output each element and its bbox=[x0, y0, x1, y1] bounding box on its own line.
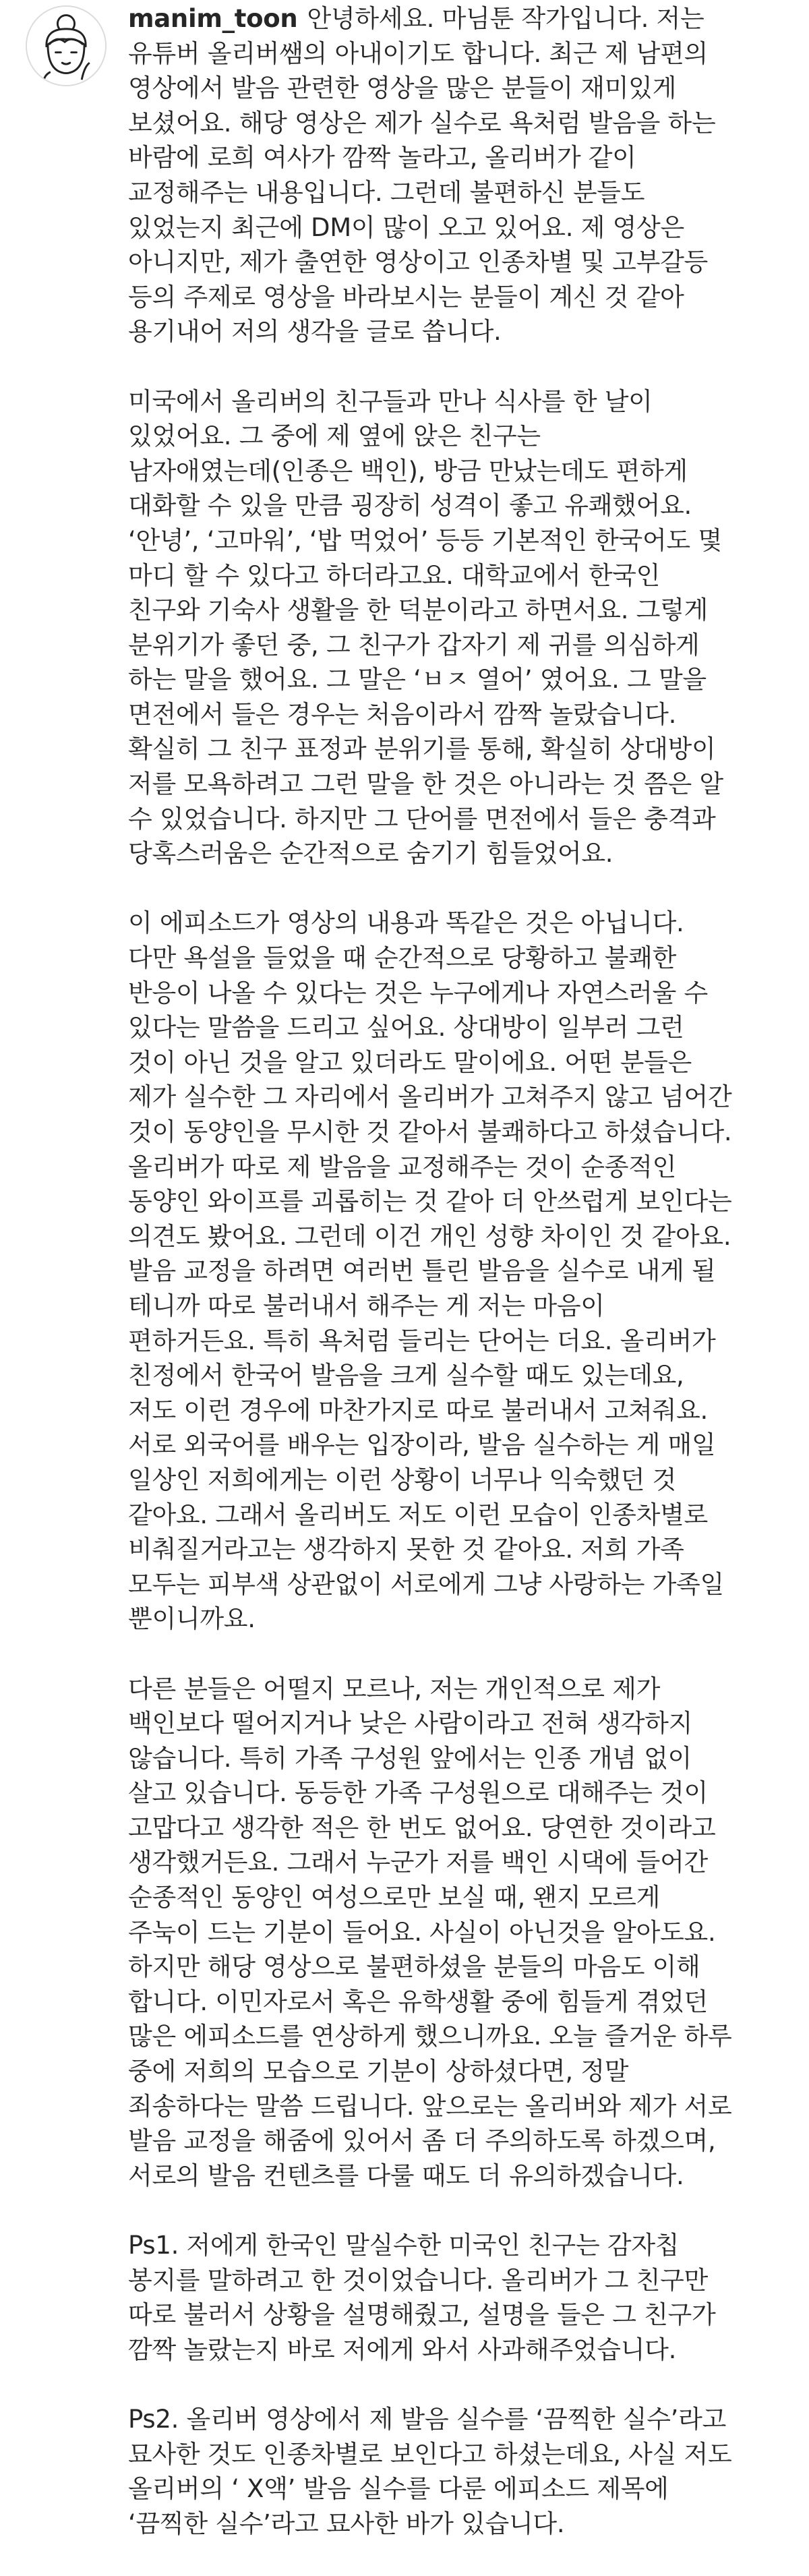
caption-line bbox=[128, 2507, 789, 2542]
caption-line-text: 백인보다 떨어지거나 낮은 사람이라고 전혀 생각하지 bbox=[128, 1709, 693, 1738]
caption-text bbox=[128, 1, 789, 2576]
caption-line bbox=[128, 1985, 789, 2020]
caption-line-text: 반응이 나올 수 있다는 것은 누구에게나 자연스러울 수 bbox=[128, 978, 708, 1007]
caption-line-text: 있었어요. 그 중에 제 옆에 앉은 친구는 bbox=[128, 421, 541, 451]
caption-line-text: 일상인 저희에게는 이런 상황이 너무나 익숙했던 것 bbox=[128, 1465, 677, 1494]
caption-line-text: 합니다. 이민자로서 혹은 유학생활 중에 힘들게 겪었던 bbox=[128, 1987, 708, 2016]
caption-line bbox=[128, 628, 789, 663]
caption-line bbox=[128, 802, 789, 837]
caption-line-text: 유튜버 올리버쌤의 아내이기도 합니다. 최근 제 남편의 bbox=[128, 38, 708, 68]
caption-line-text: 테니까 따로 불러내서 해주는 게 저는 마음이 bbox=[128, 1291, 605, 1320]
caption-line-text: 마디 할 수 있다고 하더라고요. 대학교에서 한국인 bbox=[128, 560, 661, 590]
cartoon-girl-avatar-icon bbox=[27, 7, 105, 85]
caption-line-text: 뿐이니까요. bbox=[128, 1604, 256, 1634]
caption-line bbox=[128, 2228, 789, 2263]
caption-line-text: Ps2. 올리버 영상에서 제 발음 실수를 ‘끔찍한 실수’라고 bbox=[128, 2404, 727, 2434]
caption-line bbox=[128, 2402, 789, 2437]
caption-line bbox=[128, 2471, 789, 2507]
caption-line bbox=[128, 1358, 789, 1393]
caption-line-text: 많은 에피소드를 연상하게 했으니까요. 오늘 즐거운 하루 bbox=[128, 2022, 732, 2051]
caption-line-text: 봉지를 말하려고 한 것이었습니다. 올리버가 그 친구만 bbox=[128, 2265, 708, 2295]
caption-line bbox=[128, 1184, 789, 1219]
caption-line bbox=[128, 314, 789, 349]
caption-line bbox=[128, 1045, 789, 1080]
caption-line-text: 다른 분들은 어떨지 모르나, 저는 개인적으로 제가 bbox=[128, 1674, 661, 1703]
caption-line-text: 서로의 발음 컨텐츠를 다룰 때도 더 유의하겠습니다. bbox=[128, 2161, 684, 2190]
caption-line-text: 올리버가 따로 제 발음을 교정해주는 것이 순종적인 bbox=[128, 1152, 677, 1181]
caption-line bbox=[128, 1115, 789, 1150]
caption-paragraph bbox=[128, 1, 789, 349]
caption-line-text: 이 에피소드가 영상의 내용과 똑같은 것은 아닙니다. bbox=[128, 908, 684, 938]
caption-line-text: 묘사한 것도 인종차별로 보인다고 하셨는데요, 사실 저도 bbox=[128, 2439, 732, 2469]
caption-line-text: 있다는 말씀을 드리고 싶어요. 상대방이 일부러 그런 bbox=[128, 1013, 684, 1043]
caption-paragraph bbox=[128, 1672, 789, 2194]
caption-line bbox=[128, 175, 789, 210]
caption-line-text: 발음 교정을 해줌에 있어서 좀 더 주의하도록 하겠으며, bbox=[128, 2126, 716, 2156]
caption-line-text: 다만 욕설을 들었을 때 순간적으로 당황하고 불쾌한 bbox=[128, 943, 677, 973]
username-link[interactable]: manim_toon bbox=[128, 4, 298, 33]
caption-line bbox=[128, 1880, 789, 1915]
caption-line bbox=[128, 36, 789, 71]
caption-line bbox=[128, 2124, 789, 2159]
caption-line bbox=[128, 419, 789, 454]
caption-line-text: 깜짝 놀랐는지 바로 저에게 와서 사과해주었습니다. bbox=[128, 2335, 677, 2364]
caption-line-text: 수 있었습니다. 하지만 그 단어를 면전에서 들은 충격과 bbox=[128, 804, 716, 833]
caption-line-text: 아니지만, 제가 출연한 영상이고 인종차별 및 고부갈등 bbox=[128, 247, 708, 277]
caption-line bbox=[128, 1289, 789, 1324]
caption-line-text: 저를 모욕하려고 그런 말을 한 것은 아니라는 것 쯤은 알 bbox=[128, 769, 723, 799]
caption-line bbox=[128, 1741, 789, 1776]
caption-line bbox=[128, 106, 789, 141]
caption-line bbox=[128, 1950, 789, 1985]
caption-line-text: 생각했거든요. 그래서 누군가 저를 백인 시댁에 들어간 bbox=[128, 1848, 708, 1877]
caption-line bbox=[128, 210, 789, 245]
caption-line-text: 면전에서 들은 경우는 처음이라서 깜짝 놀랐습니다. bbox=[128, 699, 677, 729]
profile-avatar[interactable] bbox=[26, 5, 107, 86]
caption-line bbox=[128, 593, 789, 628]
caption-line bbox=[128, 1463, 789, 1498]
caption-line bbox=[128, 662, 789, 697]
caption-line bbox=[128, 245, 789, 280]
caption-line bbox=[128, 2297, 789, 2333]
caption-line bbox=[128, 1498, 789, 1533]
caption-line-text: Ps1. 저에게 한국인 말실수한 미국인 친구는 감자칩 bbox=[128, 2231, 680, 2260]
caption-line bbox=[128, 767, 789, 802]
caption-line-text: 저도 이런 경우에 마찬가지로 따로 불러내서 고쳐줘요. bbox=[128, 1395, 708, 1425]
caption-line bbox=[128, 140, 789, 175]
caption-line bbox=[128, 836, 789, 871]
caption-line bbox=[128, 1602, 789, 1637]
caption-line-text: 따로 불러서 상황을 설명해줬고, 설명을 들은 그 친구가 bbox=[128, 2300, 716, 2330]
caption-line bbox=[128, 1811, 789, 1846]
caption-line bbox=[128, 1219, 789, 1254]
caption-paragraph bbox=[128, 2402, 789, 2541]
caption-line bbox=[128, 1150, 789, 1185]
caption-line bbox=[128, 2159, 789, 2194]
caption-line-text: 미국에서 올리버의 친구들과 만나 식사를 한 날이 bbox=[128, 386, 653, 416]
caption-line-text: 중에 저희의 모습으로 기분이 상하셨다면, 정말 bbox=[128, 2057, 629, 2086]
caption-line bbox=[128, 697, 789, 732]
caption-line-text: 것이 동양인을 무시한 것 같아서 불쾌하다고 하셨습니다. bbox=[128, 1117, 732, 1146]
caption-line bbox=[128, 732, 789, 767]
caption-line-text: 하지만 해당 영상으로 불편하셨을 분들의 마음도 이해 bbox=[128, 1952, 700, 1982]
caption-line bbox=[128, 1567, 789, 1602]
caption-line bbox=[128, 906, 789, 941]
caption-line bbox=[128, 1393, 789, 1428]
caption-line-text: 것이 아닌 것을 알고 있더라도 말이에요. 어떤 분들은 bbox=[128, 1047, 692, 1077]
caption-line-text: 올리버의 ‘ X액’ 발음 실수를 다룬 에피소드 제목에 bbox=[128, 2474, 669, 2504]
caption-line-text: ‘끔찍한 실수’라고 묘사한 바가 있습니다. bbox=[128, 2509, 565, 2538]
caption-line-text: 제가 실수한 그 자리에서 올리버가 고쳐주지 않고 넘어간 bbox=[128, 1082, 732, 1112]
caption-line-text: 죄송하다는 말씀 드립니다. 앞으로는 올리버와 제가 서로 bbox=[128, 2091, 732, 2121]
caption-paragraph bbox=[128, 2228, 789, 2367]
caption-line-text: 영상에서 발음 관련한 영상을 많은 분들이 재미있게 bbox=[128, 74, 677, 103]
caption-line bbox=[128, 558, 789, 593]
caption-line bbox=[128, 1845, 789, 1880]
caption-line-text: 보셨어요. 해당 영상은 제가 실수로 욕처럼 발음을 하는 bbox=[128, 108, 716, 138]
caption-line-text: 의견도 봤어요. 그런데 이건 개인 성향 차이인 것 같아요. bbox=[128, 1221, 731, 1251]
caption-line bbox=[128, 1776, 789, 1811]
caption-line-text: 순종적인 동양인 여성으로만 보실 때, 왠지 모르게 bbox=[128, 1883, 661, 1912]
caption-line bbox=[128, 1532, 789, 1567]
caption-line bbox=[128, 2089, 789, 2124]
caption-line-text: 친정에서 한국어 발음을 크게 실수할 때도 있는데요, bbox=[128, 1361, 684, 1391]
caption-line-text: 고맙다고 생각한 적은 한 번도 없어요. 당연한 것이라고 bbox=[128, 1813, 716, 1842]
caption-line-text: 서로 외국어를 배우는 입장이라, 발음 실수하는 게 매일 bbox=[128, 1430, 716, 1460]
caption-line-text: 살고 있습니다. 동등한 가족 구성원으로 대해주는 것이 bbox=[128, 1778, 708, 1808]
caption-line bbox=[128, 1915, 789, 1950]
caption-line-text: 있었는지 최근에 DM이 많이 오고 있어요. 제 영상은 bbox=[128, 212, 684, 242]
caption-line bbox=[128, 384, 789, 419]
caption-line bbox=[128, 2333, 789, 2368]
caption-line-text: ‘안녕’, ‘고마워’, ‘밥 먹었어’ 등등 기본적인 한국어도 몇 bbox=[128, 525, 722, 555]
caption-line-text: 발음 교정을 하려면 여러번 틀린 발음을 실수로 내게 될 bbox=[128, 1256, 716, 1286]
caption-paragraph bbox=[128, 906, 789, 1636]
caption-line bbox=[128, 1254, 789, 1289]
caption-line bbox=[128, 1706, 789, 1741]
caption-paragraph bbox=[128, 384, 789, 871]
caption-line bbox=[128, 280, 789, 315]
caption-line-text: 등의 주제로 영상을 바라보시는 분들이 계신 것 같아 bbox=[128, 282, 684, 312]
caption-line-text: 안녕하세요. 마님툰 작가입니다. 저는 bbox=[307, 4, 705, 33]
caption-line-text: 분위기가 좋던 중, 그 친구가 갑자기 제 귀를 의심하게 bbox=[128, 630, 700, 660]
caption-line-text: 편하거든요. 특히 욕처럼 들리는 단어는 더요. 올리버가 bbox=[128, 1326, 716, 1355]
caption-line bbox=[128, 976, 789, 1011]
caption-line-text: 확실히 그 친구 표정과 분위기를 통해, 확실히 상대방이 bbox=[128, 734, 716, 764]
caption-line-text: 않습니다. 특히 가족 구성원 앞에서는 인종 개념 없이 bbox=[128, 1743, 692, 1773]
caption-line-text: 비춰질거라고는 생각하지 못한 것 같아요. 저희 가족 bbox=[128, 1535, 684, 1564]
caption-line bbox=[128, 2263, 789, 2298]
caption-line-text: 대화할 수 있을 만큼 굉장히 성격이 좋고 유쾌했어요. bbox=[128, 491, 692, 521]
caption-line-text: 주눅이 드는 기분이 들어요. 사실이 아닌것을 알아도요. bbox=[128, 1917, 716, 1947]
caption-line-text: 같아요. 그래서 올리버도 저도 이런 모습이 인종차별로 bbox=[128, 1500, 708, 1529]
caption-line bbox=[128, 523, 789, 558]
caption-line bbox=[128, 1672, 789, 1707]
caption-line-text: 동양인 와이프를 괴롭히는 것 같아 더 안쓰럽게 보인다는 bbox=[128, 1187, 732, 1217]
caption-line bbox=[128, 454, 789, 489]
caption-line-text: 친구와 기숙사 생활을 한 덕분이라고 하면서요. 그렇게 bbox=[128, 595, 708, 625]
caption-line bbox=[128, 1428, 789, 1463]
caption-line-text: 용기내어 저의 생각을 글로 씁니다. bbox=[128, 317, 502, 347]
caption-line bbox=[128, 2054, 789, 2089]
caption-line bbox=[128, 71, 789, 106]
caption-line-text: 모두는 피부색 상관없이 서로에게 그냥 사랑하는 가족일 bbox=[128, 1569, 724, 1599]
caption-line-text: 당혹스러움은 순간적으로 숨기기 힘들었어요. bbox=[128, 839, 613, 869]
caption-line bbox=[128, 1, 789, 36]
caption-line bbox=[128, 2437, 789, 2472]
caption-line bbox=[128, 941, 789, 976]
caption-line-text: 남자애였는데(인종은 백인), 방금 만났는데도 편하게 bbox=[128, 456, 688, 486]
caption-line bbox=[128, 1080, 789, 1115]
caption-line bbox=[128, 1010, 789, 1045]
caption-line bbox=[128, 488, 789, 523]
caption-line bbox=[128, 2019, 789, 2054]
caption-line-text: 교정해주는 내용입니다. 그런데 불편하신 분들도 bbox=[128, 177, 645, 207]
caption-line bbox=[128, 1324, 789, 1359]
caption-line-text: 바람에 로희 여사가 깜짝 놀라고, 올리버가 같이 bbox=[128, 143, 636, 173]
caption-line-text: 하는 말을 했어요. 그 말은 ‘ㅂㅈ 열어’ 였어요. 그 말을 bbox=[128, 665, 707, 695]
